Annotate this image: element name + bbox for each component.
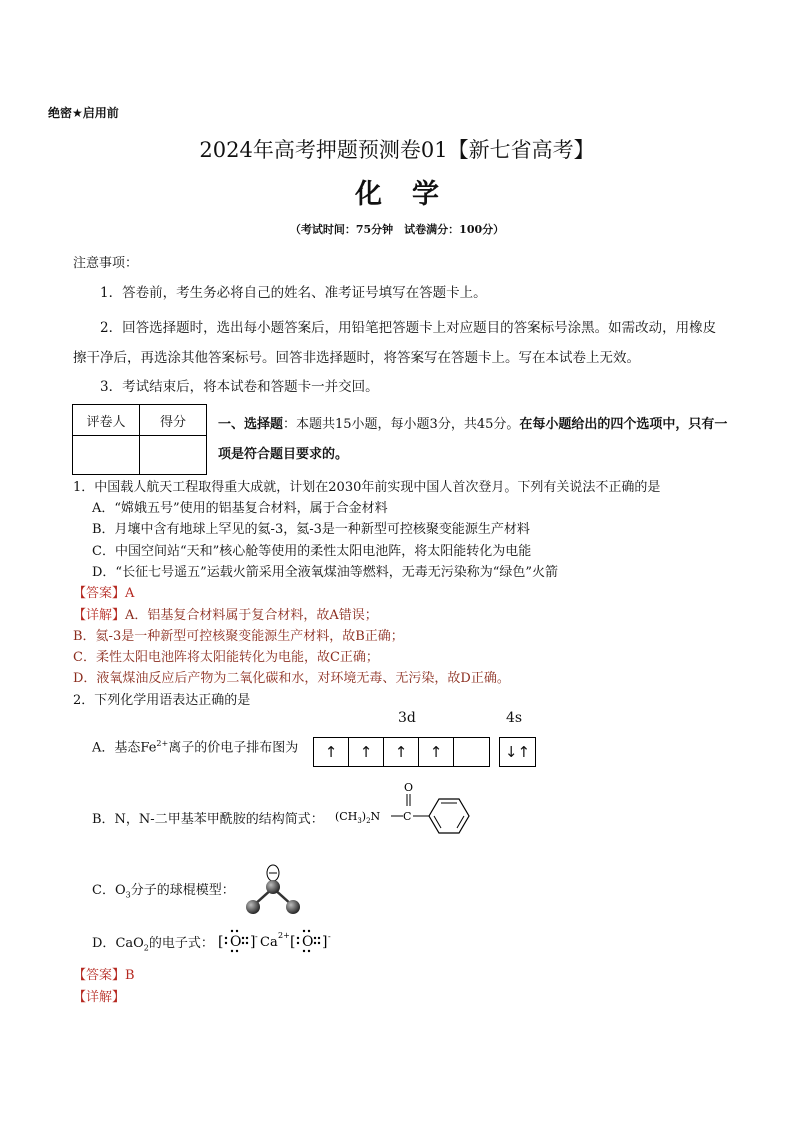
score-label: 得分 <box>140 405 207 436</box>
right-oxygen-atom <box>286 900 300 914</box>
question-1-option-a: A．“嫦娥五号”使用的铝基复合材料，属于合金材料 <box>92 501 388 516</box>
confidential-mark: 绝密★启用前 <box>48 106 119 120</box>
orbital-box <box>454 738 489 766</box>
question-1-option-c: C．中国空间站“天和”核心舱等使用的柔性太阳电池阵，将太阳能转化为电能 <box>92 544 532 559</box>
orbital-box: ↑ <box>419 738 454 766</box>
orbital-box: ↑ <box>384 738 419 766</box>
grader-table <box>72 404 207 475</box>
option-d-formula: CaO <box>115 936 144 951</box>
option-a-suffix: 离子的价电子排布图为 <box>168 740 299 756</box>
exam-info: （考试时间：75分钟 试卷满分：100分） <box>289 223 505 236</box>
orbital-box: ↑ <box>349 738 384 766</box>
question-2-detail-label: 【详解】 <box>73 990 126 1005</box>
question-1-option-d: D．“长征七号遥五”运载火箭采用全液氧煤油等燃料，无毒无污染称为“绿色”火箭 <box>92 565 559 580</box>
section-instructions <box>218 410 728 470</box>
exam-title: 2024年高考押题预测卷01【新七省高考】 <box>199 138 595 162</box>
dimethylbenzamide-structure <box>333 772 483 844</box>
left-oxygen-atom <box>246 900 260 914</box>
question-1-detail-c: C．柔性太阳电池阵将太阳能转化为电能，故C正确； <box>73 650 379 665</box>
orbital-label-4s: 4s <box>506 710 523 726</box>
calcium-charge: 2+ <box>278 931 290 940</box>
bracket-open: [ <box>290 934 296 950</box>
calcium-symbol: Ca <box>260 935 278 950</box>
detail-text: A．铝基复合材料属于复合材料，故A错误； <box>125 608 378 623</box>
anion-charge: - <box>255 932 258 941</box>
notice-heading: 注意事项： <box>73 256 139 271</box>
carbonyl-carbon: C <box>403 810 412 823</box>
option-a-ion: Fe <box>140 740 157 756</box>
question-1-answer: 【答案】A <box>73 586 135 601</box>
orbital-box: ↓↑ <box>504 743 531 761</box>
anion-charge: - <box>328 932 331 941</box>
dimethyl-group-text: $(CH_3)_2N$ <box>335 810 381 825</box>
question-2-option-d <box>92 933 214 959</box>
subject-title: 化学 <box>355 179 469 210</box>
bracket-close: ] <box>322 934 328 950</box>
section-text-1: ：本题共15小题，每小题3分，共45分。 <box>283 417 520 432</box>
grader-cell <box>73 436 140 475</box>
question-1-option-b: B．月壤中含有地球上罕见的氦-3，氦-3是一种新型可控核聚变能源生产材料 <box>92 522 530 537</box>
score-cell <box>140 436 207 475</box>
carbonyl-oxygen: O <box>404 781 414 794</box>
orbital-label-3d: 3d <box>398 710 416 726</box>
option-a-charge: 2+ <box>156 739 169 748</box>
option-c-prefix: C． <box>92 883 115 898</box>
question-2-option-b: B．N，N-二甲基苯甲酰胺的结构简式： <box>92 812 324 827</box>
question-1-detail-line <box>73 604 378 626</box>
option-d-suffix: 的电子式： <box>148 936 214 951</box>
section-lead: 一、选择题 <box>218 417 284 432</box>
option-c-formula: O <box>114 883 126 898</box>
ozone-ball-stick-model <box>240 860 310 920</box>
notice-item-3: 3．考试结束后，将本试卷和答题卡一并交回。 <box>100 379 379 395</box>
cao2-electron-formula <box>216 926 342 956</box>
notice-item-1: 1．答卷前，考生务必将自己的姓名、准考证号填写在答题卡上。 <box>100 285 487 301</box>
detail-label: 【详解】 <box>73 608 126 623</box>
option-c-suffix: 分子的球棍模型： <box>130 883 235 898</box>
orbital-diagram-3d <box>313 737 490 767</box>
notice-item-2: 2．回答选择题时，选出每小题答案后，用铅笔把答题卡上对应题目的答案标号涂黑。如需改动，用橡皮擦干净后，再选涂其他答案标号。回答非选择题时，将答案写在答题卡上。写在本试卷上无效。 <box>73 320 717 366</box>
central-oxygen-atom <box>266 880 280 894</box>
question-1-stem: 1．中国载人航天工程取得重大成就，计划在2030年前实现中国人首次登月。下列有关说法不正确的是 <box>73 480 661 495</box>
option-c-sub: 3 <box>125 890 131 900</box>
question-2-option-c <box>92 880 235 906</box>
orbital-diagram-4s <box>499 737 536 767</box>
option-a-prefix: A．基态 <box>92 740 141 756</box>
question-2-option-a <box>92 733 298 758</box>
question-1-detail-b: B．氦-3是一种新型可控核聚变能源生产材料，故B正确； <box>73 629 404 644</box>
bracket-open: [ <box>218 934 224 950</box>
option-d-prefix: D． <box>92 936 116 951</box>
bracket-close: ] <box>250 934 256 950</box>
oxygen-symbol: O <box>302 934 314 950</box>
question-2-answer: 【答案】B <box>73 968 135 983</box>
question-2-stem: 2．下列化学用语表达正确的是 <box>73 693 251 708</box>
question-1-detail-d: D．液氧煤油反应后产物为二氧化碳和水，对环境无毒、无污染，故D正确。 <box>73 671 510 686</box>
grader-label: 评卷人 <box>73 405 140 436</box>
orbital-box: ↑ <box>314 738 349 766</box>
option-d-sub: 2 <box>143 943 149 953</box>
section-text-2: 在每小题给出的四个选项中，只有一项是符合题目要求的。 <box>218 417 728 462</box>
oxygen-symbol: O <box>230 934 242 950</box>
benzene-ring <box>429 799 469 833</box>
